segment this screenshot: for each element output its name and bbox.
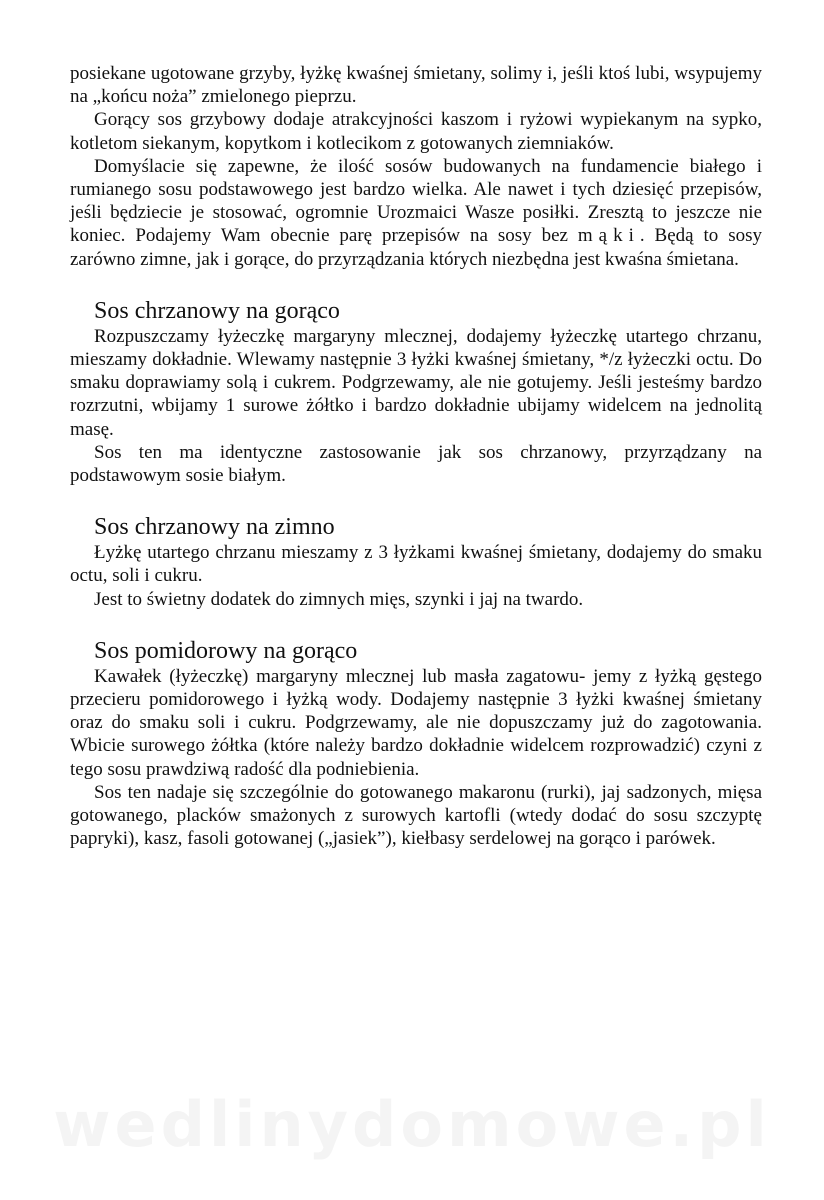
- intro-paragraph-3: [70, 155, 762, 271]
- document-page: [70, 62, 762, 850]
- intro-paragraph-3-part-b: . Będą to sosy zarówno zimne, jak i gorące, do przyrządzania których niezbędna jest kwaśna śmietana.: [70, 225, 762, 270]
- intro-paragraph-3-part-a: Domyślacie się zapewne, że ilość sosów budowanych na fundamencie białego i rumianego sosu podstawowego jest bardzo wielka. Ale nawet i tych dziesięć przepisów, jeśli będziecie je stosować, ogromnie Urozmaici Wasze posiłki. Zresztą to jeszcze nie koniec. Podajemy Wam obecnie parę przepisów na sosy bez: [70, 155, 762, 247]
- section-2-paragraph-2: Jest to świetny dodatek do zimnych mięs, szynki i jaj na twardo.: [94, 588, 584, 610]
- spaced-word: mąki: [577, 225, 640, 247]
- section-1-heading: Sos chrzanowy na gorąco: [94, 297, 340, 324]
- section-3-heading: Sos pomidorowy na gorąco: [94, 637, 358, 664]
- section-3-paragraph-2: Sos ten nadaje się szczególnie do gotowanego makaronu (rurki), jaj sadzonych, mięsa gotowanego, placków smażonych z surowych kartofli (wtedy dodać do sosu szczyptę papryki), kasz, fasoli gotowanej („jasiek”), kiełbasy serdelowej na gorąco i parówek.: [70, 781, 762, 850]
- intro-paragraph-1: posiekane ugotowane grzyby, łyżkę kwaśnej śmietany, solimy i, jeśli ktoś lubi, wsypujemy na „końcu noża” zmielonego pieprzu.: [70, 63, 762, 108]
- intro-paragraph-2: Gorący sos grzybowy dodaje atrakcyjności kaszom i ryżowi wypiekanym na sypko, kotletom siekanym, kopytkom i kotlecikom z gotowanych ziemniaków.: [70, 109, 762, 154]
- section-1-paragraph-1: Rozpuszczamy łyżeczkę margaryny mlecznej, dodajemy łyżeczkę utartego chrzanu, mieszamy dokładnie. Wlewamy następnie 3 łyżki kwaśnej śmietany, */z łyżeczki octu. Do smaku doprawiamy solą i cukrem. Podgrzewamy, ale nie gotujemy. Jeśli jesteśmy bardzo rozrzutni, wbijamy 1 surowe żółtko i bardzo dokładnie ubijamy widelcem na jednolitą masę.: [70, 325, 762, 440]
- section-3-paragraph-1: Kawałek (łyżeczkę) margaryny mlecznej lub masła zagatowu- jemy z łyżką gęstego przecieru pomidorowego i łyżką wody. Dodajemy następnie 3 łyżki kwaśnej śmietany oraz do smaku soli i cukru. Podgrzewamy, ale nie dopuszczamy już do zagotowania. Wbicie surowego żółtka (które należy bardzo dokładnie widelcem rozprowadzić) czyni z tego sosu prawdziwą radość dla podniebienia.: [70, 665, 762, 780]
- section-2-heading: Sos chrzanowy na zimno: [94, 514, 335, 541]
- section-gap: [70, 611, 762, 637]
- watermark: wedlinydomowe.pl: [53, 1088, 771, 1161]
- section-1-paragraph-2: Sos ten ma identyczne zastosowanie jak sos chrzanowy, przyrządzany na podstawowym sosie białym.: [70, 441, 762, 487]
- section-gap: [70, 487, 762, 513]
- section-2-paragraph-1: Łyżkę utartego chrzanu mieszamy z 3 łyżkami kwaśnej śmietany, dodajemy do smaku octu, soli i cukru.: [70, 542, 762, 587]
- section-gap: [70, 271, 762, 297]
